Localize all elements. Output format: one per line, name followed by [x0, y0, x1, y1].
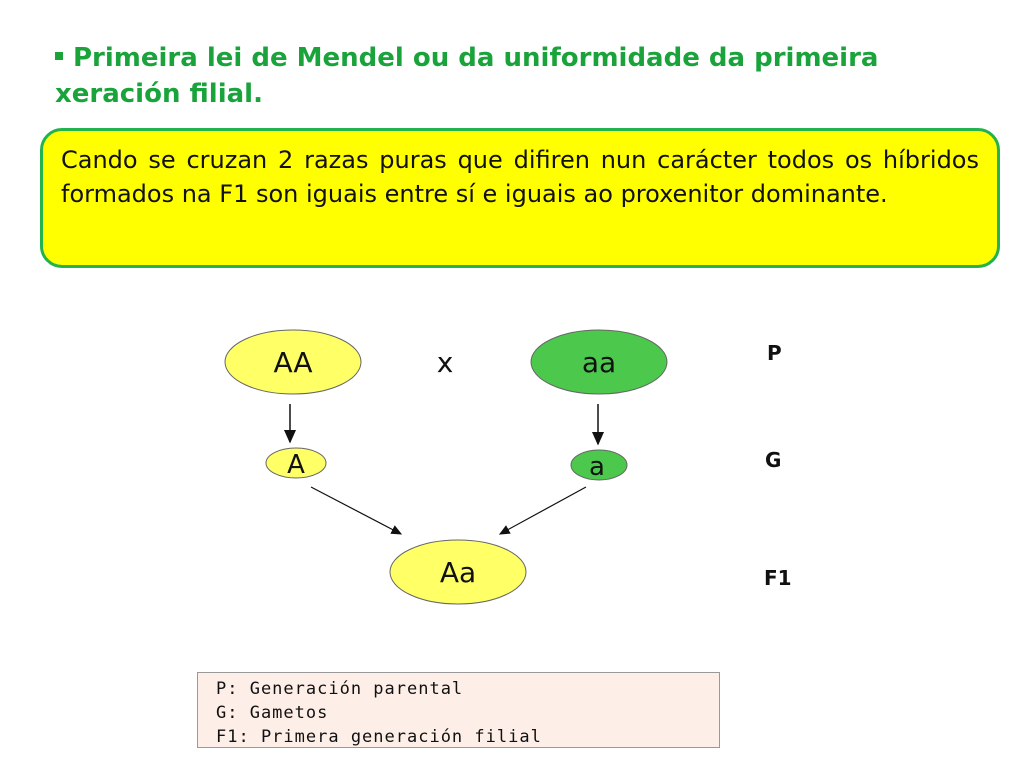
offspring-node	[390, 540, 526, 604]
legend-item: F1: Primera generación filial	[216, 727, 542, 747]
row-label-p: P	[767, 341, 782, 365]
gamete-recessive-label: a	[589, 452, 605, 482]
cross-symbol: x	[436, 346, 454, 379]
offspring-label: Aa	[439, 556, 477, 589]
gamete-dominant-node	[266, 448, 326, 480]
legend-item: P: Generación parental	[216, 679, 464, 699]
parent-recessive-label: aa	[581, 346, 617, 379]
legend-item: G: Gametos	[216, 703, 329, 723]
gamete-dominant-label: A	[287, 450, 305, 480]
title-text: Primeira lei de Mendel ou da uniformidade da primeira xeración filial.	[55, 43, 879, 109]
arrow-gamete-left-to-offspring	[311, 487, 401, 534]
parent-recessive-node	[531, 330, 667, 394]
definition-text: Cando se cruzan 2 razas puras que difiren nun carácter todos os híbridos formados na F1 son iguais entre sí e iguais ao proxenitor dominante.	[61, 146, 979, 208]
legend-box	[197, 672, 720, 748]
row-label-g: G	[765, 448, 782, 472]
parent-dominant-node	[225, 330, 361, 394]
gamete-recessive-node	[571, 450, 627, 482]
row-label-f1: F1	[764, 566, 792, 590]
arrow-gamete-right-to-offspring	[500, 487, 586, 534]
parent-dominant-label: AA	[273, 346, 313, 379]
